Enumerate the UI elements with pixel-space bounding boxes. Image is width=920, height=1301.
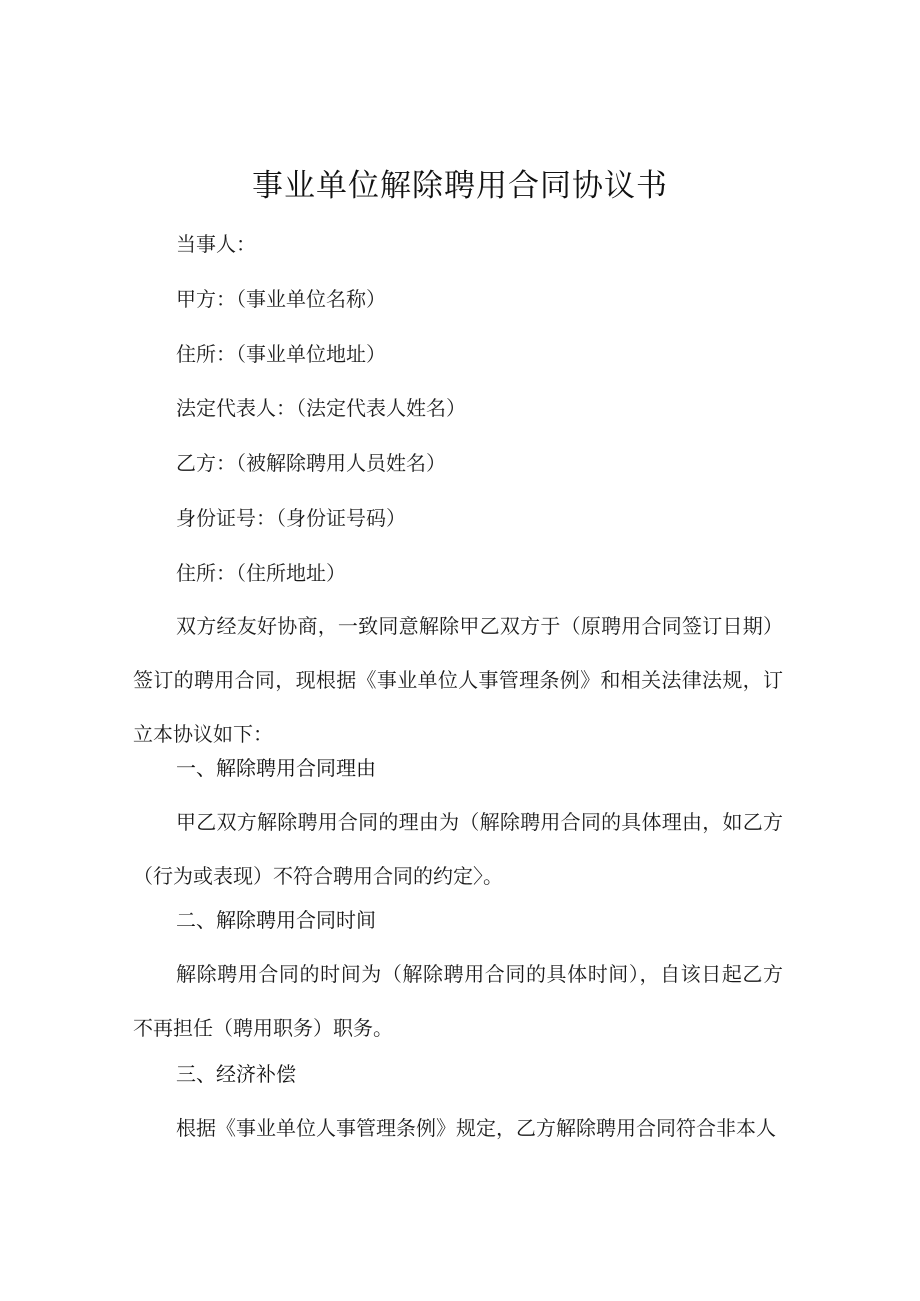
section-body-compensation: 根据《事业单位人事管理条例》规定，乙方解除聘用合同符合非本人 xyxy=(176,1116,776,1140)
document-title: 事业单位解除聘用合同协议书 xyxy=(252,168,668,204)
party-b-field: 乙方：（被解除聘用人员姓名） xyxy=(176,451,446,475)
party-a-address-field: 住所：（事业单位地址） xyxy=(176,342,386,366)
section-heading-compensation: 三、经济补偿 xyxy=(176,1062,296,1086)
id-number-field: 身份证号：（身份证号码） xyxy=(176,506,406,530)
legal-representative-field: 法定代表人：（法定代表人姓名） xyxy=(176,396,466,420)
preamble-paragraph: 双方经友好协商，一致同意解除甲乙双方于（原聘用合同签订日期）签订的聘用合同，现根据《事业单位人事管理条例》和相关法律法规，订立本协议如下： xyxy=(133,614,783,746)
parties-intro: 当事人： xyxy=(176,232,256,256)
section-heading-reason: 一、解除聘用合同理由 xyxy=(176,756,376,780)
party-a-field: 甲方：（事业单位名称） xyxy=(176,287,386,311)
section-heading-time: 二、解除聘用合同时间 xyxy=(176,908,376,932)
party-b-address-field: 住所：（住所地址） xyxy=(176,561,346,585)
section-body-reason: 甲乙双方解除聘用合同的理由为（解除聘用合同的具体理由，如乙方（行为或表现）不符合聘用合同的约定〉。 xyxy=(133,810,783,888)
section-body-time: 解除聘用合同的时间为（解除聘用合同的具体时间），自该日起乙方不再担任（聘用职务）职务。 xyxy=(133,962,783,1040)
